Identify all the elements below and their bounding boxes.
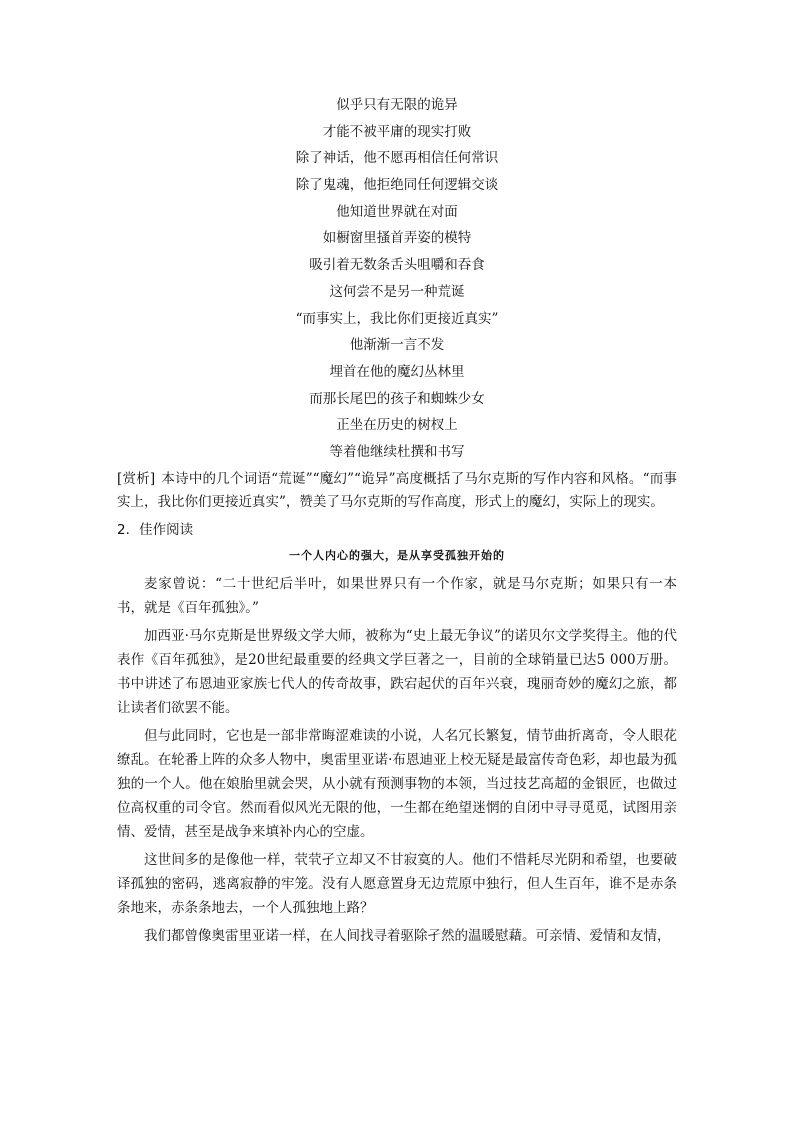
poem-line: 才能不被平庸的现实打败	[322, 123, 472, 140]
article-paragraph: 加西亚·马尔克斯是世界级文学大师，被称为“史上最无争议”的诺贝尔文学奖得主。他的代表作《百年孤独》，是20世纪最重要的经典文学巨著之一，目前的全球销量已达5 000万册。书中讲述了布恩迪亚家族七代人的传奇故事，跌宕起伏的百年兴衰，瑰丽奇妙的魔幻之旅，都让读者们欲罢不能。	[117, 627, 677, 716]
section-title: 2．佳作阅读	[117, 521, 194, 538]
article-paragraph: 麦家曾说：“二十世纪后半叶，如果世界只有一个作家，就是马尔克斯；如果只有一本书，就是《百年孤独》。”	[117, 575, 677, 616]
poem-line: 他渐渐一言不发	[349, 337, 445, 354]
poem-line: 埋首在他的魔幻丛林里	[329, 363, 465, 380]
poem-line: 似乎只有无限的诡异	[336, 97, 458, 113]
article-paragraph: 但与此同时，它也是一部非常晦涩难读的小说，人名冗长繁复，情节曲折离奇，令人眼花缭乱。在轮番上阵的众多人物中，奥雷里亚诺·布恩迪亚上校无疑是最富传奇色彩，却也最为孤独的一个人。他在娘胎里就会哭，从小就有预测事物的本领，当过技艺高超的金银匠，也做过位高权重的司令官。然而看似风光无限的他，一生都在绝望迷惘的自闭中寻寻觅觅，试图用亲情、爱情，甚至是战争来填补内心的空虚。	[117, 727, 677, 840]
poem-line: 正坐在历史的树杈上	[336, 417, 458, 434]
poem-line: 而那长尾巴的孩子和蜘蛛少女	[309, 390, 485, 407]
poem-line: 如橱窗里搔首弄姿的模特	[322, 230, 472, 247]
document-page	[117, 92, 677, 948]
poem	[117, 92, 677, 466]
poem-line: 他知道世界就在对面	[336, 203, 458, 220]
article-paragraph: 这世间多的是像他一样，茕茕孑立却又不甘寂寞的人。他们不惜耗尽光阴和希望，也要破译孤独的密码，逃离寂静的牢笼。没有人愿意置身无边荒原中独行，但人生百年，谁不是赤条条地来，赤条条地去，一个人孤独地上路？	[117, 851, 677, 916]
appreciation-text: 本诗中的几个词语“荒诞”“魔幻”“诡异”高度概括了马尔克斯的写作内容和风格。“而事实上，我比你们更接近真实”，赞美了马尔克斯的写作高度，形式上的魔幻，实际上的现实。	[117, 470, 677, 510]
poem-line: 等着他继续杜撰和书写	[329, 443, 465, 460]
poem-line: 除了神话，他不愿再相信任何常识	[295, 150, 499, 167]
article-paragraph: 我们都曾像奥雷里亚诺一样，在人间找寻着驱除孑然的温暖慰藉。可亲情、爱情和友情，	[144, 927, 671, 944]
appreciation-tag: [赏析]	[117, 470, 156, 487]
poem-line: 这何尝不是另一种荒诞	[329, 283, 465, 300]
poem-line: 除了鬼魂，他拒绝同任何逻辑交谈	[295, 177, 499, 194]
poem-line: “而事实上，我比你们更接近真实”	[295, 310, 499, 327]
appreciation-note	[117, 468, 677, 514]
poem-line: 吸引着无数条舌头咀嚼和吞食	[309, 257, 485, 274]
article-title: 一个人内心的强大，是从享受孤独开始的	[289, 548, 505, 562]
